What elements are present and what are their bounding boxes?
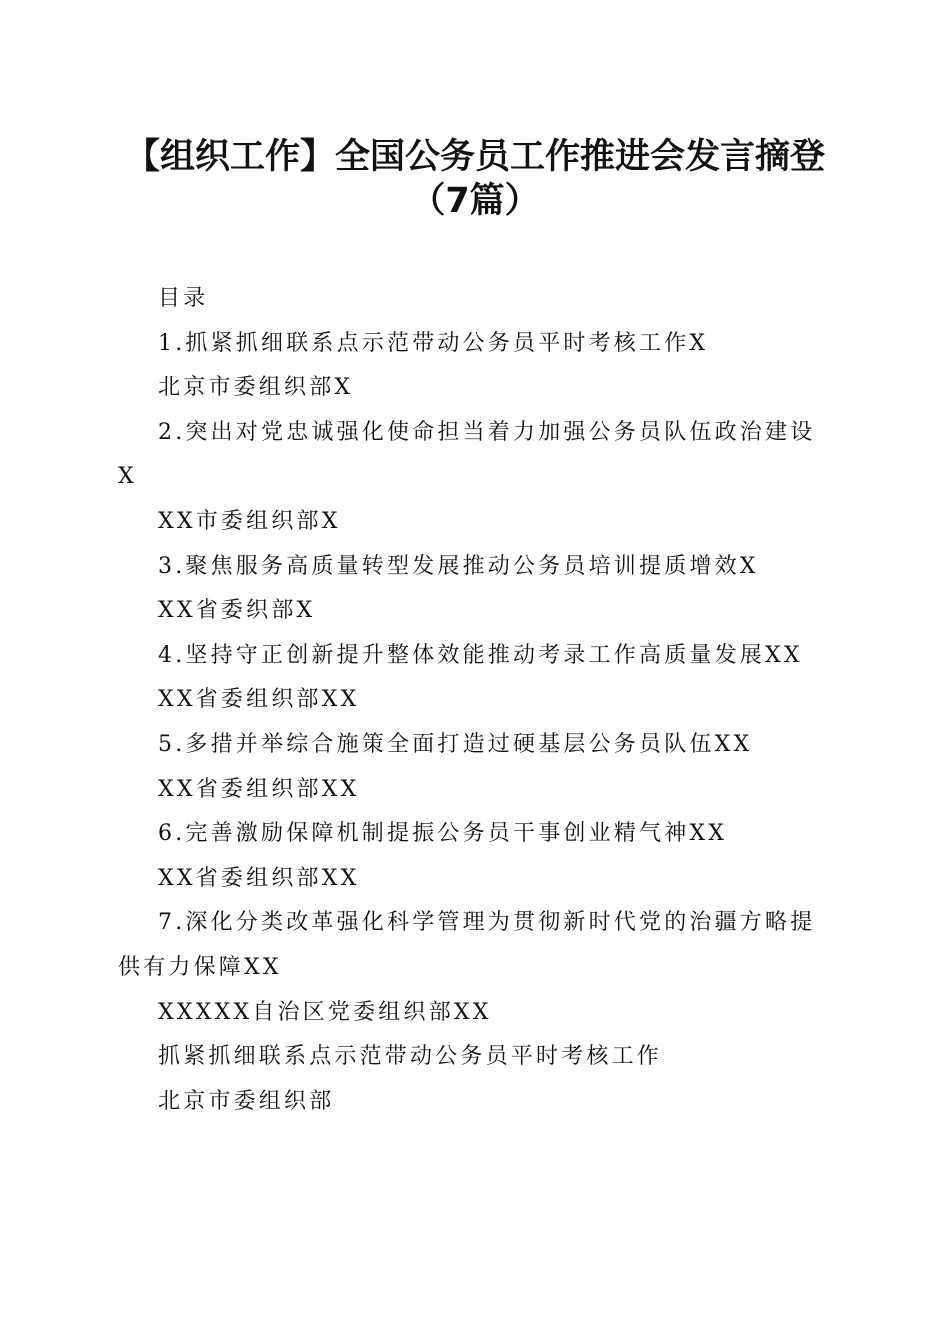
toc-entry-2-title: 2.突出对党忠诚强化使命担当着力加强公务员队伍政治建设X — [118, 419, 816, 490]
section-heading: 抓紧抓细联系点示范带动公务员平时考核工作 — [158, 1044, 663, 1070]
toc-entry-1-title: 1.抓紧抓细联系点示范带动公务员平时考核工作X — [158, 330, 709, 356]
title-line-2: （7篇） — [410, 181, 540, 221]
toc-entry-6-title: 6.完善激励保障机制提振公务员干事创业精气神XX — [158, 821, 728, 847]
toc-entry-7-title: 7.深化分类改革强化科学管理为贯彻新时代党的治疆方略提供有力保障XX — [118, 910, 816, 980]
toc-entry-5-author: XX省委组织部XX — [158, 776, 360, 802]
section-author: 北京市委组织部 — [158, 1088, 335, 1114]
toc-heading: 目录 — [158, 286, 209, 311]
toc-entry-4-author: XX省委组织部XX — [158, 687, 360, 713]
toc-entry-3-author: XX省委织部X — [158, 598, 316, 624]
toc-entry-3-title: 3.聚焦服务高质量转型发展推动公务员培训提质增效X — [158, 553, 759, 579]
toc-entry-4-title: 4.坚持守正创新提升整体效能推动考录工作高质量发展XX — [158, 642, 803, 668]
toc-entry-5-title: 5.多措并举综合施策全面打造过硬基层公务员队伍XX — [158, 731, 753, 757]
toc-entry-6-author: XX省委组织部XX — [158, 865, 360, 891]
toc-entry-1-author: 北京市委组织部X — [158, 375, 354, 401]
document-title — [60, 135, 890, 223]
toc-entry-7-author: XXXXX自治区党委组织部XX — [158, 999, 492, 1025]
document-body — [118, 277, 828, 1124]
toc-entry-2-author: XX市委组织部X — [158, 508, 341, 534]
title-line-1: 【组织工作】全国公务员工作推进会发言摘登 — [124, 137, 825, 177]
